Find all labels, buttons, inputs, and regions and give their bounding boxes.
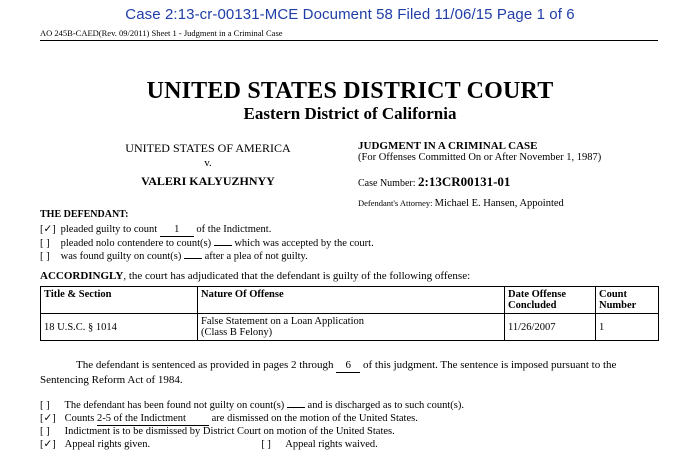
checkbox-checked-icon: [✓] <box>40 413 56 424</box>
nature-line-2: (Class B Felony) <box>201 327 273 338</box>
disposition-text: The defendant has been found not guilty on count(s) <box>64 400 285 411</box>
court-district: Eastern District of California <box>243 104 457 123</box>
disposition-text-after: are dismissed on the motion of the United States. <box>211 413 418 424</box>
accordingly-text: , the court has adjudicated that the defendant is guilty of the following offense: <box>123 270 471 282</box>
checkbox-empty-icon: [ ] <box>40 426 50 437</box>
court-title: UNITED STATES DISTRICT COURT <box>146 78 554 104</box>
blank-line <box>214 245 232 246</box>
plea-text: pleaded nolo contendere to count(s) <box>60 238 212 249</box>
appeal-waived-text: Appeal rights waived. <box>285 439 378 450</box>
checkbox-empty-icon: [ ] <box>40 238 50 249</box>
offense-table <box>40 286 659 341</box>
table-row <box>41 314 659 341</box>
counts-fill: 2-5 of the Indictment <box>97 412 209 426</box>
disposition-text: Counts <box>64 413 95 424</box>
disposition-not-guilty <box>40 399 464 412</box>
cell-count: 1 <box>596 314 659 341</box>
header-count: Count Number <box>596 287 659 314</box>
plaintiff-name: UNITED STATES OF AMERICA <box>125 141 291 155</box>
appeal-given-text: Appeal rights given. <box>64 439 151 450</box>
nature-line-1: False Statement on a Loan Application <box>201 316 365 327</box>
checkbox-empty-icon: [ ] <box>40 251 50 262</box>
header-date: Date Offense Concluded <box>505 287 596 314</box>
form-identifier: AO 245B-CAED(Rev. 09/2011) Sheet 1 - Judgment in a Criminal Case <box>40 28 283 38</box>
accordingly-statement <box>40 270 470 282</box>
plea-text: was found guilty on count(s) <box>60 251 182 262</box>
blank-line <box>184 258 202 259</box>
disposition-text-after: and is discharged as to such count(s). <box>307 400 464 411</box>
case-number-label: Case Number: <box>358 178 416 189</box>
plea-text-after: of the Indictment. <box>196 224 272 235</box>
plea-guilty <box>40 223 271 237</box>
header-nature: Nature Of Offense <box>198 287 505 314</box>
disposition-dismissed <box>40 412 418 426</box>
sentence-statement <box>40 358 660 387</box>
case-number: 2:13CR00131-01 <box>418 174 511 189</box>
checkbox-checked-icon: [✓] <box>40 439 56 450</box>
page-fill: 6 <box>336 358 360 373</box>
count-fill: 1 <box>160 223 194 237</box>
attorney-row <box>358 198 601 209</box>
plea-text-after: after a plea of not guilty. <box>204 251 308 262</box>
attorney-label: Defendant's Attorney: <box>358 198 433 208</box>
judgment-subtitle: (For Offenses Committed On or After November 1, 1987) <box>358 152 602 163</box>
case-caption-details <box>358 140 601 209</box>
plea-text-after: which was accepted by the court. <box>234 238 374 249</box>
blank-line <box>287 407 305 408</box>
accordingly-bold: ACCORDINGLY <box>40 270 124 282</box>
header-rule <box>40 40 658 41</box>
cell-title-section: 18 U.S.C. § 1014 <box>41 314 198 341</box>
checkbox-checked-icon: [✓] <box>40 224 56 235</box>
filing-stamp: Case 2:13-cr-00131-MCE Document 58 Filed 11/06/15 Page 1 of 6 <box>125 6 575 23</box>
sentence-text: The defendant is sentenced as provided in pages 2 through <box>76 359 334 371</box>
versus-label: v. <box>204 157 212 169</box>
defendant-heading: THE DEFENDANT: <box>40 209 129 220</box>
case-number-row <box>358 174 601 190</box>
sentence-text-after: of this judgment. The sentence is imposed pursuant to the Sentencing Reform Act of 1984. <box>40 359 617 386</box>
disposition-appeal <box>40 438 378 451</box>
judgment-title: JUDGMENT IN A CRIMINAL CASE <box>358 140 538 152</box>
checkbox-empty-icon: [ ] <box>40 400 50 411</box>
disposition-indictment <box>40 425 395 438</box>
defendant-name: VALERI KALYUZHNYY <box>141 174 275 188</box>
disposition-text: Indictment is to be dismissed by District Court on motion of the United States. <box>64 426 395 437</box>
plea-text: pleaded guilty to count <box>60 224 158 235</box>
header-title-section: Title & Section <box>41 287 198 314</box>
cell-nature <box>198 314 505 341</box>
case-caption-parties <box>98 141 318 189</box>
offense-table-header <box>41 287 659 314</box>
cell-date: 11/26/2007 <box>505 314 596 341</box>
plea-nolo <box>40 237 374 250</box>
plea-found-guilty <box>40 250 308 263</box>
checkbox-empty-icon: [ ] <box>261 439 271 450</box>
attorney-name: Michael E. Hansen, Appointed <box>434 198 564 209</box>
